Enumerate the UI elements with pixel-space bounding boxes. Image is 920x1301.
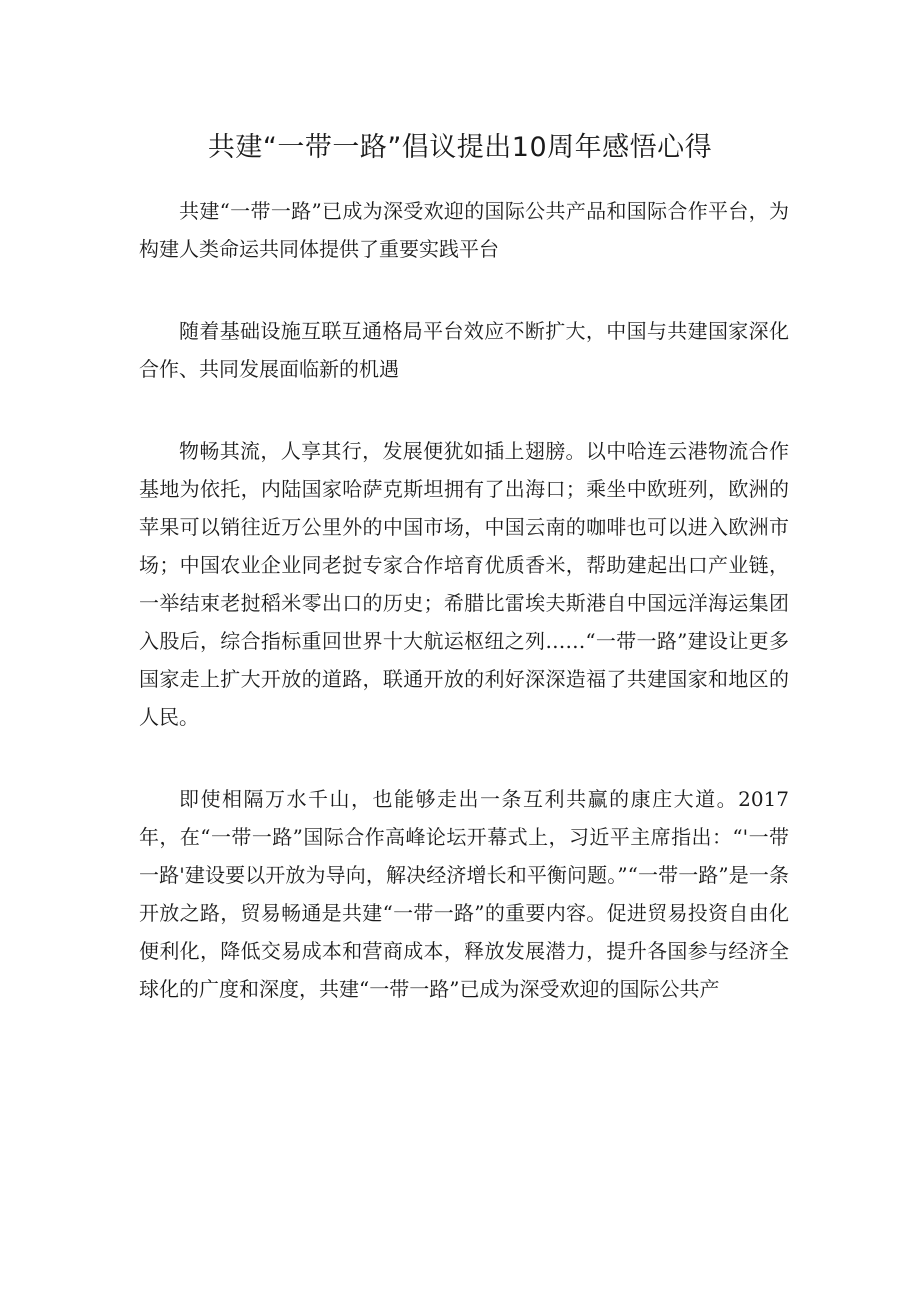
document-title: 共建“一带一路”倡议提出10周年感悟心得	[207, 132, 713, 163]
paragraph-1: 共建“一带一路”已成为深受欢迎的国际公共产品和国际合作平台，为构建人类命运共同体提供了重要实践平台	[139, 199, 789, 261]
paragraph-4: 即使相隔万水千山，也能够走出一条互利共赢的康庄大道。2017年，在“一带一路”国际合作高峰论坛开幕式上，习近平主席指出：“'一带一路'建设要以开放为导向，解决经济增长和平衡问题。”“一带一路”是一条开放之路，贸易畅通是共建“一带一路”的重要内容。促进贸易投资自由化便利化，降低交易成本和营商成本，释放发展潜力，提升各国参与经济全球化的广度和深度，共建“一带一路”已成为深受欢迎的国际公共产	[139, 787, 789, 1001]
document-body	[139, 192, 789, 1008]
paragraph-3: 物畅其流，人享其行，发展便犹如插上翅膀。以中哈连云港物流合作基地为依托，内陆国家哈萨克斯坦拥有了出海口；乘坐中欧班列，欧洲的苹果可以销往近万公里外的中国市场，中国云南的咖啡也可以进入欧洲市场；中国农业企业同老挝专家合作培育优质香米，帮助建起出口产业链，一举结束老挝稻米零出口的历史；希腊比雷埃夫斯港自中国远洋海运集团入股后，综合指标重回世界十大航运枢纽之列……“一带一路”建设让更多国家走上扩大开放的道路，联通开放的利好深深造福了共建国家和地区的人民。	[139, 439, 789, 729]
paragraph-2: 随着基础设施互联互通格局平台效应不断扩大，中国与共建国家深化合作、共同发展面临新的机遇	[139, 319, 789, 381]
